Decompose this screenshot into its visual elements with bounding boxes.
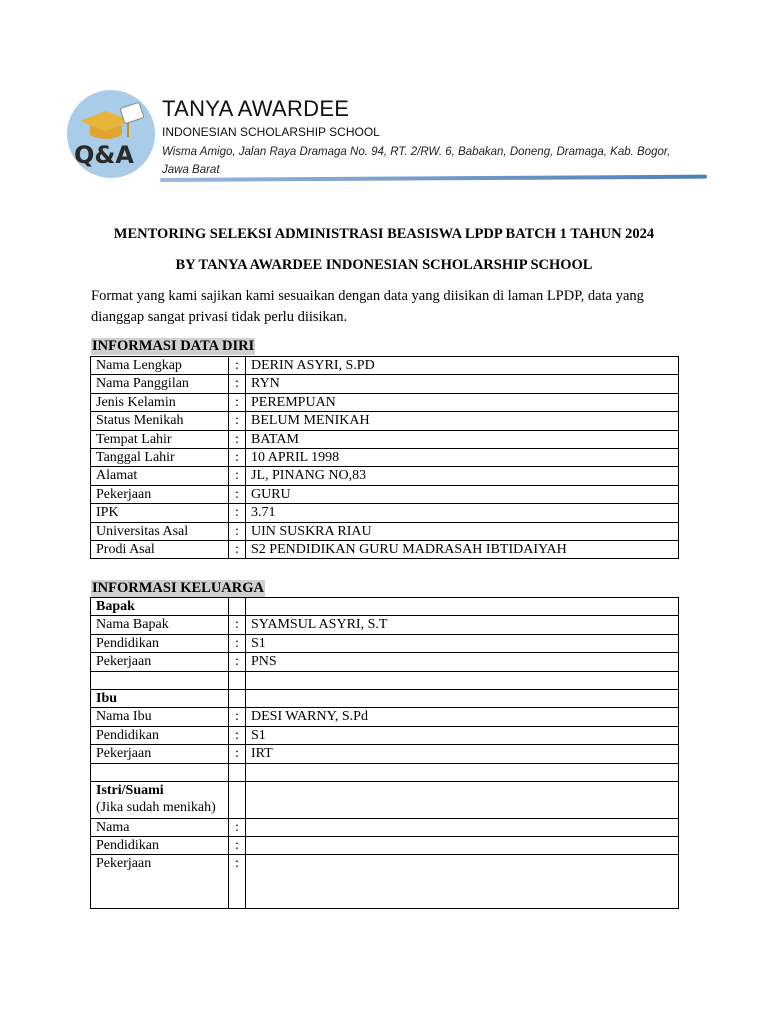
empty-cell [229,781,246,818]
field-label: Pekerjaan [91,855,229,909]
field-separator: : [229,375,246,393]
intro-paragraph: Format yang kami sajikan kami sesuaikan dengan data yang diisikan di laman LPDP, data yang dianggap sangat privasi tidak perlu diisikan. [91,288,644,325]
field-separator: : [229,855,246,909]
empty-cell [91,763,229,781]
field-label: Pekerjaan [91,653,229,671]
field-separator: : [229,726,246,744]
table-row [91,412,679,430]
subsection-spouse-text: Istri/Suami [96,782,164,798]
field-separator: : [229,485,246,503]
field-separator: : [229,653,246,671]
field-value: GURU [246,485,679,503]
field-label: Pendidikan [91,726,229,744]
field-separator: : [229,540,246,558]
field-value: BELUM MENIKAH [246,412,679,430]
org-name: TANYA AWARDEE [162,96,350,121]
logo-text: Q&A [74,141,134,169]
field-separator: : [229,430,246,448]
table-row [91,430,679,448]
subsection-father-text: Bapak [96,599,135,614]
personal-data-table [90,356,679,559]
table-row [91,689,679,707]
empty-cell [229,598,246,616]
field-label: Jenis Kelamin [91,393,229,411]
empty-cell [246,598,679,616]
section-heading-family: INFORMASI KELUARGA [92,580,264,596]
table-row [91,598,679,616]
table-row [91,375,679,393]
field-separator: : [229,745,246,763]
field-separator: : [229,393,246,411]
subsection-mother-text: Ibu [96,690,118,706]
field-label: Nama Panggilan [91,375,229,393]
field-label: Nama Bapak [91,616,229,634]
table-row [91,653,679,671]
subsection-father [91,598,229,616]
table-row [91,393,679,411]
field-value: S2 PENDIDIKAN GURU MADRASAH IBTIDAIYAH [246,540,679,558]
field-value: JL, PINANG NO,83 [246,467,679,485]
field-label: Tempat Lahir [91,430,229,448]
field-label: Prodi Asal [91,540,229,558]
field-value: DERIN ASYRI, S.PD [246,357,679,375]
field-separator: : [229,616,246,634]
field-value: 3.71 [246,504,679,522]
org-subtitle: INDONESIAN SCHOLARSHIP SCHOOL [162,125,380,139]
spouse-note: (Jika sudah menikah) [96,799,216,815]
family-data-table [90,597,679,909]
section-heading-personal: INFORMASI DATA DIRI [92,338,255,354]
table-row [91,540,679,558]
field-label: Pekerjaan [91,485,229,503]
table-row [91,745,679,763]
field-value: DESI WARNY, S.Pd [246,708,679,726]
table-row [91,634,679,652]
table-row [91,781,679,818]
field-value: PNS [246,653,679,671]
table-row [91,818,679,836]
document-subtitle: BY TANYA AWARDEE INDONESIAN SCHOLARSHIP SCHOOL [175,257,593,273]
field-separator: : [229,708,246,726]
table-row [91,357,679,375]
field-value: BATAM [246,430,679,448]
field-value: IRT [246,745,679,763]
field-separator: : [229,818,246,836]
table-row [91,855,679,909]
empty-cell [246,689,679,707]
field-value: S1 [246,634,679,652]
field-value [246,855,679,909]
field-label: IPK [91,504,229,522]
field-separator: : [229,837,246,855]
table-row [91,616,679,634]
empty-cell [229,689,246,707]
table-row [91,726,679,744]
table-row [91,671,679,689]
org-address: Wisma Amigo, Jalan Raya Dramaga No. 94, RT. 2/RW. 6, Babakan, Doneng, Dramaga, Kab. Bogor, Jawa Barat [162,146,671,176]
table-row [91,522,679,540]
field-label: Pendidikan [91,634,229,652]
field-value: PEREMPUAN [246,393,679,411]
field-value: S1 [246,726,679,744]
field-label: Nama [91,818,229,836]
table-row [91,708,679,726]
document-title: MENTORING SELEKSI ADMINISTRASI BEASISWA LPDP BATCH 1 TAHUN 2024 [113,226,655,242]
table-row [91,763,679,781]
table-row [91,485,679,503]
field-separator: : [229,467,246,485]
empty-cell [246,781,679,818]
field-separator: : [229,522,246,540]
field-separator: : [229,634,246,652]
empty-cell [246,671,679,689]
subsection-spouse [91,781,229,818]
field-label: Universitas Asal [91,522,229,540]
field-label: Nama Lengkap [91,357,229,375]
field-label: Tanggal Lahir [91,448,229,466]
empty-cell [229,763,246,781]
field-value: UIN SUSKRA RIAU [246,522,679,540]
table-row [91,504,679,522]
empty-cell [229,671,246,689]
logo-icon [66,89,156,179]
field-value [246,837,679,855]
field-separator: : [229,504,246,522]
empty-cell [91,671,229,689]
field-value [246,818,679,836]
empty-cell [246,763,679,781]
field-label: Nama Ibu [91,708,229,726]
table-row [91,448,679,466]
field-value: RYN [246,375,679,393]
field-label: Alamat [91,467,229,485]
table-row [91,837,679,855]
field-label: Pendidikan [91,837,229,855]
field-value: SYAMSUL ASYRI, S.T [246,616,679,634]
table-row [91,467,679,485]
subsection-mother [91,689,229,707]
field-separator: : [229,412,246,430]
field-label: Pekerjaan [91,745,229,763]
field-value: 10 APRIL 1998 [246,448,679,466]
field-separator: : [229,448,246,466]
field-separator: : [229,357,246,375]
field-label: Status Menikah [91,412,229,430]
